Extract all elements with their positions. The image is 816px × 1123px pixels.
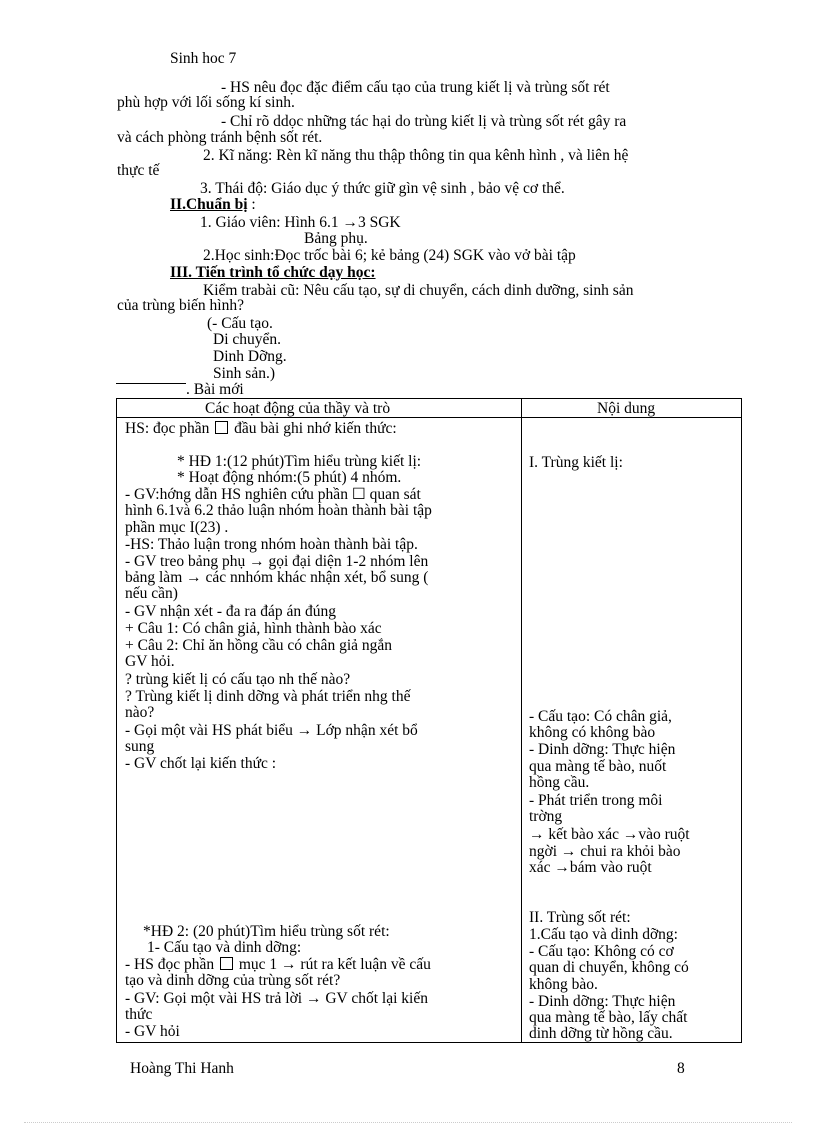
- process-line: . Bài mới: [186, 381, 244, 398]
- activity-line: nào?: [125, 704, 155, 721]
- content-line: không có không bào: [529, 724, 656, 741]
- reading-box-icon: [215, 421, 228, 434]
- activity-line: sung: [125, 738, 155, 755]
- activity-line: 1- Cấu tạo và dinh dỡng:: [147, 939, 302, 956]
- content-line: trờng: [529, 808, 563, 825]
- activity-line: * Hoạt động nhóm:(5 phút) 4 nhóm.: [177, 469, 402, 486]
- intro-line: - HS nêu đọc đặc điểm cấu tạo của trung kiết lị và trùng sốt rét: [221, 79, 610, 96]
- process-line: (- Cấu tạo.: [207, 315, 273, 332]
- activity-line: *HĐ 2: (20 phút)Tìm hiểu trùng sốt rét:: [143, 923, 390, 940]
- content-line: dinh dỡng từ hồng cầu.: [529, 1025, 673, 1042]
- content-line: - Dinh dỡng: Thực hiện: [529, 741, 676, 758]
- prep-line: Bảng phụ.: [304, 230, 368, 247]
- prep-heading: II.Chuẩn bị: [170, 196, 248, 213]
- activity-line: nếu cần): [125, 585, 178, 602]
- process-line: Dinh Dỡng.: [213, 348, 287, 365]
- process-line: Kiểm trabài cũ: Nêu cấu tạo, sự di chuyển, cách dinh dưỡng, sinh sản: [203, 282, 634, 299]
- activity-line: tạo và dinh dỡng của trùng sốt rét?: [125, 972, 341, 989]
- subject-header: Sinh hoc 7: [170, 50, 237, 67]
- content-line: I. Trùng kiết lị:: [529, 454, 623, 471]
- activity-line: [125, 421, 397, 437]
- activity-line: [125, 957, 431, 973]
- activity-line: thức: [125, 1006, 153, 1023]
- activity-line: - GV: Gọi một vài HS trả lời → GV chốt lại kiến: [125, 990, 428, 1007]
- activity-text: HS: đọc phần: [125, 420, 214, 437]
- content-line: quan di chuyển, không có: [529, 959, 689, 976]
- content-line: - Dinh dỡng: Thực hiện: [529, 993, 676, 1010]
- activity-line: - GV hỏi: [125, 1023, 180, 1040]
- activity-line: * HĐ 1:(12 phút)Tìm hiểu trùng kiết lị:: [177, 453, 422, 470]
- content-line: không bào.: [529, 976, 598, 993]
- intro-line: và cách phòng tránh bệnh sốt rét.: [117, 129, 323, 146]
- activity-line: + Câu 1: Có chân giả, hình thành bào xác: [125, 620, 382, 637]
- prep-colon: :: [247, 196, 256, 213]
- activity-line: - GV treo bảng phụ → gọi đại diện 1-2 nhóm lên: [125, 553, 429, 570]
- activity-line: - GV nhận xét - đa ra đáp án đúng: [125, 603, 337, 620]
- content-line: hồng cầu.: [529, 774, 590, 791]
- activity-line: GV hỏi.: [125, 653, 175, 670]
- activity-line: + Câu 2: Chỉ ăn hồng cầu có chân giả ngắn: [125, 637, 393, 654]
- activity-text: đầu bài ghi nhớ kiến thức:: [230, 420, 397, 437]
- process-line: Sinh sản.): [213, 365, 275, 382]
- section-process-title: III. Tiến trình tổ chức dạy học:: [170, 264, 376, 281]
- footer-author: Hoàng Thi Hanh: [130, 1060, 234, 1077]
- table-header-content: Nội dung: [597, 400, 656, 417]
- content-line: - Cấu tạo: Có chân giả,: [529, 708, 672, 725]
- table-header-activities: Các hoạt động của thầy và trò: [205, 400, 391, 417]
- activity-line: bảng làm → các nnhóm khác nhận xét, bổ sung (: [125, 569, 429, 586]
- activity-line: - Gọi một vài HS phát biểu → Lớp nhận xét bổ: [125, 722, 418, 739]
- activity-text: mục 1 → rút ra kết luận về cấu: [235, 956, 431, 973]
- section-prep-title: [170, 197, 256, 213]
- page-number: 8: [677, 1060, 685, 1077]
- content-line: - Phát triển trong môi: [529, 792, 663, 809]
- rule-line: [116, 383, 186, 384]
- activity-line: ? Trùng kiết lị dinh dỡng và phát triển nhg thế: [125, 688, 411, 705]
- intro-line: - Chỉ rõ ddọc những tác hại do trùng kiết lị và trùng sốt rét gây ra: [221, 113, 627, 130]
- reading-box-icon: [220, 957, 233, 970]
- prep-line: 2.Học sinh:Đọc trốc bài 6; kẻ bảng (24) SGK vào vở bài tập: [203, 247, 576, 264]
- activity-line: - GV chốt lại kiến thức :: [125, 755, 277, 772]
- content-line: ngời → chui ra khỏi bào: [529, 843, 681, 860]
- intro-line: 3. Thái độ: Giáo dục ý thức giữ gìn vệ sinh , bảo vệ cơ thể.: [200, 180, 565, 197]
- activity-line: - GV:hớng dẫn HS nghiên cứu phần ☐ quan sát: [125, 486, 421, 503]
- process-line: Di chuyển.: [213, 331, 282, 348]
- content-line: II. Trùng sốt rét:: [529, 909, 631, 926]
- activity-line: ? trùng kiết lị có cấu tạo nh thế nào?: [125, 671, 351, 688]
- process-line: của trùng biến hình?: [117, 297, 244, 314]
- content-line: - Cấu tạo: Không có cơ: [529, 943, 674, 960]
- activity-line: hình 6.1và 6.2 thảo luận nhóm hoàn thành bài tập: [125, 502, 432, 519]
- content-line: 1.Cấu tạo và dinh dỡng:: [529, 926, 678, 943]
- content-line: qua màng tế bào, nuốt: [529, 758, 667, 775]
- column-divider: [521, 399, 522, 1042]
- prep-line: 1. Giáo viên: Hình 6.1 →3 SGK: [200, 214, 401, 231]
- content-line: qua màng tế bào, lấy chất: [529, 1009, 688, 1026]
- content-line: xác →bám vào ruột: [529, 859, 652, 876]
- activity-line: phần mục I(23) .: [125, 519, 229, 536]
- header-divider: [117, 417, 741, 418]
- content-line: → kết bào xác →vào ruột: [529, 826, 690, 843]
- activity-text: - HS đọc phần: [125, 956, 218, 973]
- intro-line: phù hợp với lối sống kí sinh.: [117, 94, 295, 111]
- lesson-table: [116, 398, 742, 1043]
- activity-line: -HS: Thảo luận trong nhóm hoàn thành bài tập.: [125, 536, 418, 553]
- intro-line: thực tế: [117, 162, 160, 179]
- intro-line: 2. Kĩ năng: Rèn kĩ năng thu thập thông tin qua kênh hình , và liên hệ: [203, 147, 629, 164]
